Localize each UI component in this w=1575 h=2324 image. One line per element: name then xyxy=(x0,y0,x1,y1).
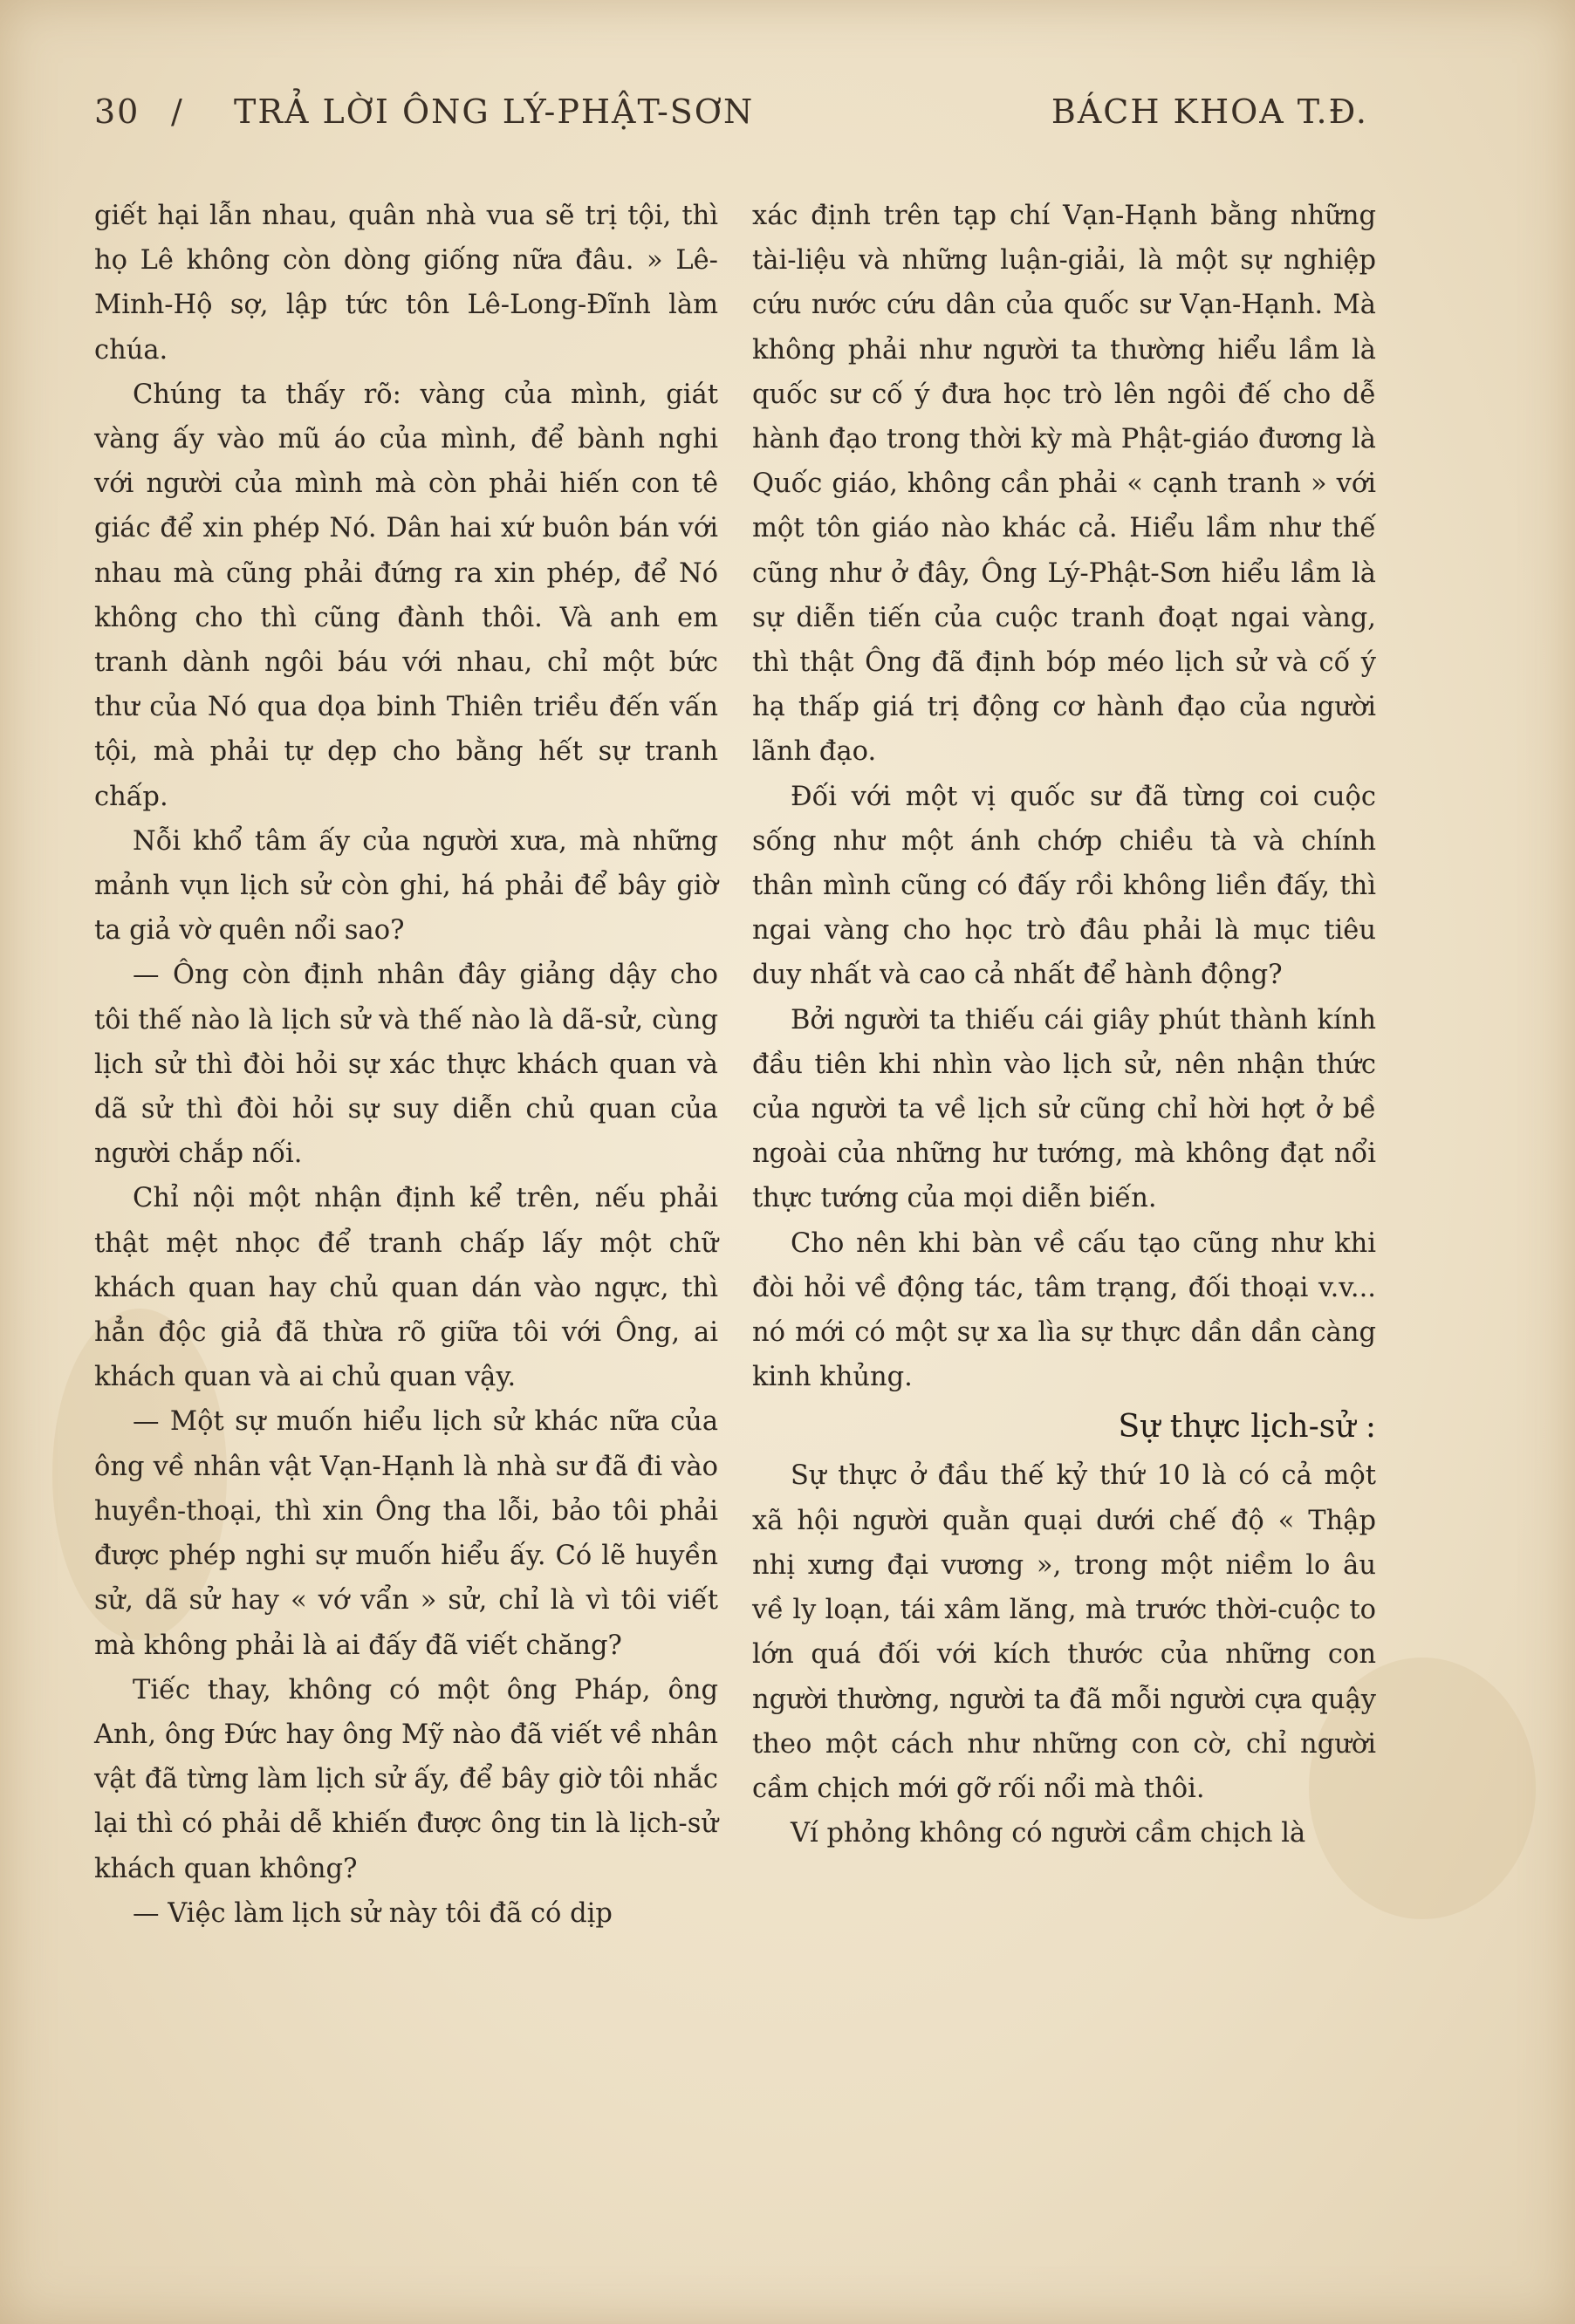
section-heading: Sự thực lịch-sử : xyxy=(1118,1409,1376,1446)
left-column xyxy=(94,194,718,1936)
paragraph: — Ông còn định nhân đây giảng dậy cho tôi thế nào là lịch sử và thế nào là dã-sử, cùng lịch sử thì đòi hỏi sự xác thực khách quan và dã sử thì đòi hỏi sự suy diễn chủ quan của người chắp nối. xyxy=(94,960,718,1170)
paragraph: Đối với một vị quốc sư đã từng coi cuộc sống như một ánh chớp chiều tà và chính thân mình cũng có đấy rồi không liền đấy, thì ngai vàng cho học trò đâu phải là mục tiêu duy nhất và cao cả nhất để hành động? xyxy=(752,781,1376,991)
paragraph: Chúng ta thấy rõ: vàng của mình, giát vàng ấy vào mũ áo của mình, để bành nghi với người của mình mà còn phải hiến con tê giác để xin phép Nó. Dân hai xứ buôn bán với nhau mà cũng phải đứng ra xin phép, để Nó không cho thì cũng đành thôi. Và anh em tranh dành ngôi báu với nhau, chỉ một bức thư của Nó qua dọa binh Thiên triều đến vấn tội, mà phải tự dẹp cho bằng hết sự tranh chấp. xyxy=(94,379,718,812)
paragraph: Tiếc thay, không có một ông Pháp, ông Anh, ông Đức hay ông Mỹ nào đã viết về nhân vật đã từng làm lịch sử ấy, để bây giờ tôi nhắc lại thì có phải dễ khiến được ông tin là lịch-sử khách quan không? xyxy=(94,1674,718,1884)
paragraph: Bởi người ta thiếu cái giây phút thành kính đầu tiên khi nhìn vào lịch sử, nên nhận thức của người ta về lịch sử cũng chỉ hời hợt ở bề ngoài của những hư tướng, mà không đạt nổi thực tướng của mọi diễn biến. xyxy=(752,1004,1376,1214)
paragraph: — Việc làm lịch sử này tôi đã có dịp xyxy=(133,1897,613,1929)
paragraph: Sự thực ở đầu thế kỷ thứ 10 là có cả một xã hội người quằn quại dưới chế độ « Thập nhị xưng đại vương », trong một niềm lo âu về ly loạn, tái xâm lăng, mà trước thời-cuộc to lớn quá đối với kích thước của những con người thường, người ta đã mỗi người cựa quậy theo một cách như những con cờ, chỉ người cầm chịch mới gỡ rối nổi mà thôi. xyxy=(752,1460,1376,1804)
article-title: TRẢ LỜI ÔNG LÝ-PHẬT-SƠN xyxy=(234,92,755,131)
paragraph: xác định trên tạp chí Vạn-Hạnh bằng những tài-liệu và những luận-giải, là một sự nghiệp cứu nước cứu dân của quốc sư Vạn-Hạnh. Mà không phải như người ta thường hiểu lầm là quốc sư cố ý đưa học trò lên ngôi đế cho dễ hành đạo trong thời kỳ mà Phật-giáo đương là Quốc giáo, không cần phải « cạnh tranh » với một tôn giáo nào khác cả. Hiểu lầm như thế cũng như ở đây, Ông Lý-Phật-Sơn hiểu lầm là sự diễn tiến của cuộc tranh đoạt ngai vàng, thì thật Ông đã định bóp méo lịch sử và cố ý hạ thấp giá trị động cơ hành đạo của người lãnh đạo. xyxy=(752,201,1376,768)
paragraph: Ví phỏng không có người cầm chịch là xyxy=(791,1818,1306,1849)
header-separator: / xyxy=(171,92,184,131)
paragraph: — Một sự muốn hiểu lịch sử khác nữa của ông về nhân vật Vạn-Hạnh là nhà sư đã đi vào huyền-thoại, thì xin Ông tha lỗi, bảo tôi phải được phép nghi sự muốn hiểu ấy. Có lẽ huyền sử, dã sử hay « vớ vẩn » sử, chỉ là vì tôi viết mà không phải là ai đấy đã viết chăng? xyxy=(94,1406,718,1661)
paragraph: giết hại lẫn nhau, quân nhà vua sẽ trị tội, thì họ Lê không còn dòng giống nữa đâu. » Lê-Minh-Hộ sợ, lập tức tôn Lê-Long-Đĩnh làm chúa. xyxy=(94,201,718,366)
page-number: 30 xyxy=(94,92,140,131)
right-column xyxy=(752,194,1376,1856)
paragraph: Nỗi khổ tâm ấy của người xưa, mà những mảnh vụn lịch sử còn ghi, há phải để bây giờ ta giả vờ quên nổi sao? xyxy=(94,825,718,947)
journal-name: BÁCH KHOA T.Đ. xyxy=(1051,92,1368,131)
paragraph: Chỉ nội một nhận định kể trên, nếu phải thật mệt nhọc để tranh chấp lấy một chữ khách quan hay chủ quan dán vào ngực, thì hẳn độc giả đã thừa rõ giữa tôi với Ông, ai khách quan và ai chủ quan vậy. xyxy=(94,1183,718,1393)
paragraph: Cho nên khi bàn về cấu tạo cũng như khi đòi hỏi về động tác, tâm trạng, đối thoại v.v... nó mới có một sự xa lìa sự thực dần dần càng kinh khủng. xyxy=(752,1227,1376,1393)
running-header xyxy=(94,92,1368,145)
